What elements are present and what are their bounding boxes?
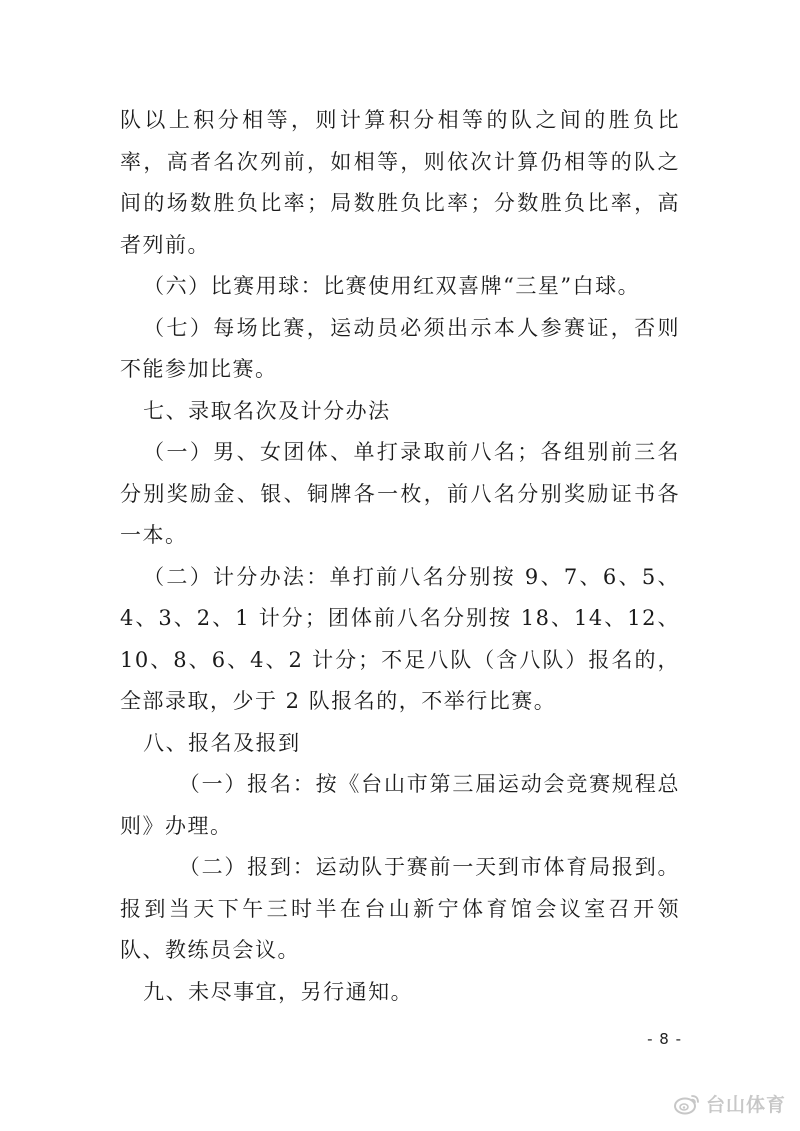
section-heading-registration: 八、报名及报到 [143,730,301,755]
paragraph-ranking-continuation: 队以上积分相等，则计算积分相等的队之间的胜负比率，高者名次列前，如相等，则依次计算仍相等的队之间的场数胜负比率；局数胜负比率；分数胜负比率，高者列前。 [120,108,680,257]
watermark-text: 台山体育 [705,1094,786,1116]
paragraph-match-ball: （六）比赛用球：比赛使用红双喜牌“三星”白球。 [143,274,641,298]
paragraph-registration: （一）报名：按《台山市第三届运动会竞赛规程总则》办理。 [120,772,680,838]
paragraph-check-in: （二）报到：运动队于赛前一天到市体育局报到。报到当天下午三时半在台山新宁体育馆会议室召开领队、教练员会议。 [120,855,680,962]
document-body [120,100,680,1013]
section-heading-other-matters: 九、未尽事宜，另行通知。 [143,979,414,1004]
section-heading-ranking-scoring: 七、录取名次及计分办法 [143,398,391,423]
paragraph-ranking-awards: （一）男、女团体、单打录取前八名；各组别前三名分别奖励金、银、铜牌各一枚，前八名分别奖励证书各一本。 [120,440,680,547]
paragraph-participation-card: （七）每场比赛，运动员必须出示本人参赛证，否则不能参加比赛。 [120,315,680,381]
paragraph-scoring-method: （二）计分办法：单打前八名分别按 9、7、6、5、4、3、2、1 计分；团体前八名分别按 18、14、12、10、8、6、4、2 计分；不足八队（含八队）报名的，全部录取，少于 2 队报名的，不举行比赛。 [120,564,680,713]
weibo-icon [674,1093,700,1115]
watermark [674,1090,786,1117]
page-number: - 8 - [647,1030,682,1048]
